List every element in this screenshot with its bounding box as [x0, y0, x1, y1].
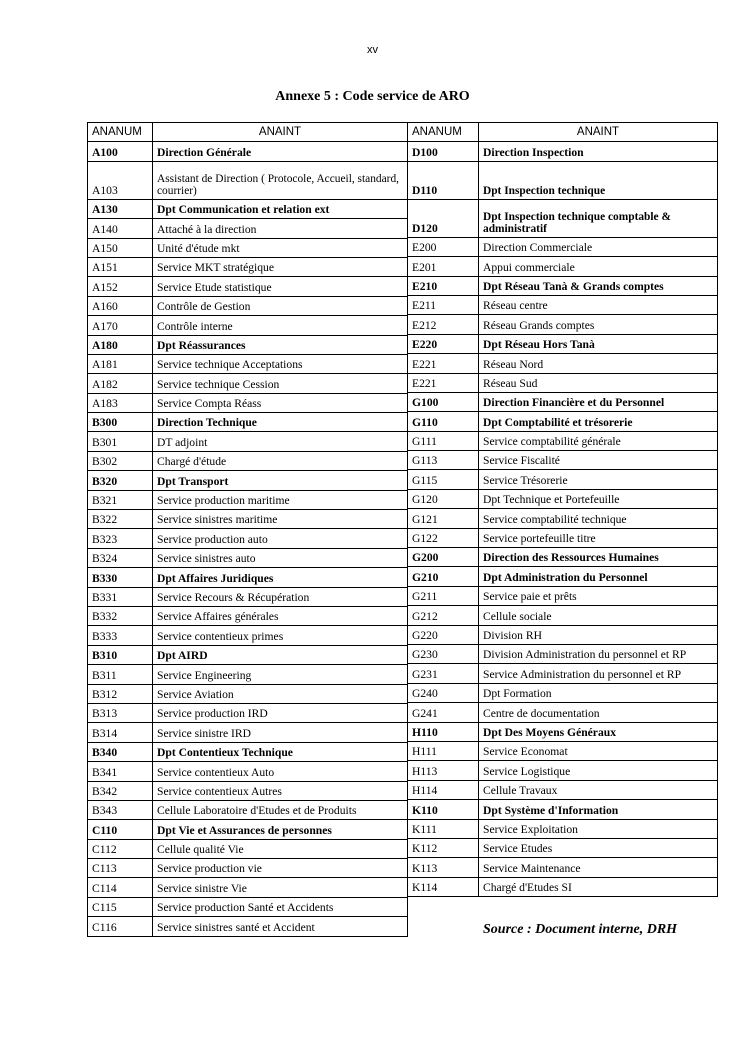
- table-row: [88, 238, 408, 257]
- service-label: Service Engineering: [153, 665, 408, 684]
- service-code: K110: [408, 800, 479, 819]
- service-label: Service contentieux Autres: [153, 781, 408, 800]
- header-label: ANAINT: [479, 123, 718, 142]
- table-row: [408, 761, 718, 780]
- service-label: Cellule qualité Vie: [153, 839, 408, 858]
- service-code: A152: [88, 277, 153, 296]
- service-label: Dpt Contentieux Technique: [153, 742, 408, 761]
- service-code: A150: [88, 238, 153, 257]
- service-label: Service sinistre IRD: [153, 723, 408, 742]
- service-code: B311: [88, 665, 153, 684]
- table-row: [88, 878, 408, 897]
- service-code: C115: [88, 897, 153, 916]
- table-row: [408, 741, 718, 760]
- table-row: [408, 295, 718, 314]
- service-code: A100: [88, 142, 153, 161]
- service-code: G220: [408, 625, 479, 644]
- page-title: Annexe 5 : Code service de ARO: [275, 89, 470, 104]
- service-code: G115: [408, 470, 479, 489]
- service-code: B320: [88, 471, 153, 490]
- table-row: [408, 373, 718, 392]
- service-code: D100: [408, 142, 479, 161]
- service-code: A180: [88, 335, 153, 354]
- service-code: B312: [88, 684, 153, 703]
- service-code: K114: [408, 877, 479, 896]
- table-row: [408, 199, 718, 237]
- service-label: Service Economat: [479, 741, 718, 760]
- service-label: Division RH: [479, 625, 718, 644]
- service-label: Dpt Système d'Information: [479, 800, 718, 819]
- service-label: Service comptabilité technique: [479, 509, 718, 528]
- service-code: A151: [88, 257, 153, 276]
- service-label: Service MKT stratégique: [153, 257, 408, 276]
- table-row: [408, 625, 718, 644]
- table-row: [88, 665, 408, 684]
- table-row: [88, 335, 408, 354]
- table-row: [88, 374, 408, 393]
- table-row: [408, 586, 718, 605]
- table-header-row: [408, 123, 718, 142]
- table-row: [408, 161, 718, 199]
- service-label: Centre de documentation: [479, 703, 718, 722]
- table-row: [408, 606, 718, 625]
- table-row: [88, 451, 408, 470]
- table-row: [408, 644, 718, 663]
- table-row: [88, 219, 408, 238]
- service-label: Dpt Réseau Tanà & Grands comptes: [479, 276, 718, 295]
- service-code: G121: [408, 509, 479, 528]
- service-label: Dpt Formation: [479, 683, 718, 702]
- service-label: Direction Générale: [153, 142, 408, 161]
- service-label: Dpt Réseau Hors Tanà: [479, 334, 718, 353]
- table-row: [88, 568, 408, 587]
- service-label: Service technique Acceptations: [153, 354, 408, 373]
- service-label: Service Trésorerie: [479, 470, 718, 489]
- table-row: [408, 838, 718, 857]
- service-code: A182: [88, 374, 153, 393]
- table-row: [88, 645, 408, 664]
- service-label: Service sinistres santé et Accident: [153, 917, 408, 936]
- service-label: Service Recours & Récupération: [153, 587, 408, 606]
- service-code: H113: [408, 761, 479, 780]
- service-code: K111: [408, 819, 479, 838]
- service-code: B341: [88, 762, 153, 781]
- service-code: B324: [88, 548, 153, 567]
- service-label: Cellule Travaux: [479, 780, 718, 799]
- table-row: [88, 626, 408, 645]
- service-code: D110: [408, 161, 479, 199]
- table-row: [88, 413, 408, 432]
- service-code: B321: [88, 490, 153, 509]
- service-code: B310: [88, 645, 153, 664]
- service-code: G212: [408, 606, 479, 625]
- table-row: [88, 490, 408, 509]
- service-label: Dpt Affaires Juridiques: [153, 568, 408, 587]
- service-code: C113: [88, 859, 153, 878]
- service-code: B331: [88, 587, 153, 606]
- service-code: C112: [88, 839, 153, 858]
- table-row: [408, 392, 718, 411]
- table-row: [408, 819, 718, 838]
- service-code: G210: [408, 567, 479, 586]
- table-row: [88, 510, 408, 529]
- service-label: Service sinistre Vie: [153, 878, 408, 897]
- table-row: [88, 296, 408, 315]
- service-code: E200: [408, 237, 479, 256]
- service-label: Cellule Laboratoire d'Etudes et de Produits: [153, 800, 408, 819]
- table-row: [408, 722, 718, 741]
- service-label: Service contentieux Auto: [153, 762, 408, 781]
- service-label: Chargé d'étude: [153, 451, 408, 470]
- service-label: Direction Commerciale: [479, 237, 718, 256]
- service-label: Réseau Sud: [479, 373, 718, 392]
- service-code: A181: [88, 354, 153, 373]
- service-label: Service production auto: [153, 529, 408, 548]
- table-row: [408, 257, 718, 276]
- service-code: B323: [88, 529, 153, 548]
- service-label: Chargé d'Etudes SI: [479, 877, 718, 896]
- table-row: [88, 781, 408, 800]
- table-row: [408, 451, 718, 470]
- service-label: Service Exploitation: [479, 819, 718, 838]
- service-label: Dpt Transport: [153, 471, 408, 490]
- service-code: G200: [408, 548, 479, 567]
- table-row: [408, 470, 718, 489]
- service-code: B342: [88, 781, 153, 800]
- table-row: [88, 471, 408, 490]
- service-code: A170: [88, 316, 153, 335]
- service-label: Service Compta Réass: [153, 393, 408, 412]
- service-label: Direction Inspection: [479, 142, 718, 161]
- service-label: DT adjoint: [153, 432, 408, 451]
- table-row: [88, 703, 408, 722]
- service-label: Service Etudes: [479, 838, 718, 857]
- table-row: [88, 684, 408, 703]
- table-row: [408, 877, 718, 896]
- service-label: Service production Santé et Accidents: [153, 897, 408, 916]
- table-row: [88, 820, 408, 839]
- service-code: G231: [408, 664, 479, 683]
- header-code: ANANUM: [88, 123, 153, 142]
- left-code-table: [87, 122, 408, 937]
- table-row: [408, 354, 718, 373]
- service-code: H110: [408, 722, 479, 741]
- table-row: [408, 800, 718, 819]
- service-code: E221: [408, 354, 479, 373]
- table-row: [88, 432, 408, 451]
- service-code: G100: [408, 392, 479, 411]
- service-label: Service comptabilité générale: [479, 431, 718, 450]
- service-label: Appui commerciale: [479, 257, 718, 276]
- service-label: Réseau Grands comptes: [479, 315, 718, 334]
- table-row: [88, 354, 408, 373]
- service-code: E211: [408, 295, 479, 314]
- table-header-row: [88, 123, 408, 142]
- service-label: Service Etude statistique: [153, 277, 408, 296]
- service-label: Direction Financière et du Personnel: [479, 392, 718, 411]
- table-row: [88, 257, 408, 276]
- service-label: Dpt AIRD: [153, 645, 408, 664]
- table-row: [88, 529, 408, 548]
- table-row: [408, 780, 718, 799]
- service-label: Dpt Technique et Portefeuille: [479, 489, 718, 508]
- service-label: Assistant de Direction ( Protocole, Accueil, standard, courrier): [153, 161, 408, 199]
- service-code: A183: [88, 393, 153, 412]
- service-code: B301: [88, 432, 153, 451]
- table-row: [408, 276, 718, 295]
- service-label: Service contentieux primes: [153, 626, 408, 645]
- page-number: xv: [367, 44, 378, 56]
- table-row: [408, 664, 718, 683]
- service-code: A140: [88, 219, 153, 238]
- table-row: [88, 742, 408, 761]
- service-code: B343: [88, 800, 153, 819]
- service-code: B333: [88, 626, 153, 645]
- service-label: Unité d'étude mkt: [153, 238, 408, 257]
- service-label: Service production maritime: [153, 490, 408, 509]
- service-code: B302: [88, 451, 153, 470]
- table-row: [88, 316, 408, 335]
- service-code: B322: [88, 510, 153, 529]
- service-code: A160: [88, 296, 153, 315]
- table-row: [88, 277, 408, 296]
- service-code: E221: [408, 373, 479, 392]
- service-label: Service technique Cession: [153, 374, 408, 393]
- service-label: Dpt Vie et Assurances de personnes: [153, 820, 408, 839]
- service-code: C110: [88, 820, 153, 839]
- service-label: Dpt Comptabilité et trésorerie: [479, 412, 718, 431]
- table-row: [408, 509, 718, 528]
- service-label: Service Fiscalité: [479, 451, 718, 470]
- service-label: Dpt Inspection technique comptable & administratif: [479, 199, 718, 237]
- table-row: [88, 393, 408, 412]
- service-code: H114: [408, 780, 479, 799]
- service-code: K113: [408, 858, 479, 877]
- service-label: Réseau centre: [479, 295, 718, 314]
- table-row: [408, 315, 718, 334]
- service-code: A130: [88, 199, 153, 218]
- service-code: K112: [408, 838, 479, 857]
- service-label: Attaché à la direction: [153, 219, 408, 238]
- service-label: Réseau Nord: [479, 354, 718, 373]
- service-label: Contrôle de Gestion: [153, 296, 408, 315]
- header-label: ANAINT: [153, 123, 408, 142]
- service-code: G230: [408, 644, 479, 663]
- service-code: D120: [408, 199, 479, 237]
- service-code: G241: [408, 703, 479, 722]
- service-label: Service Affaires générales: [153, 606, 408, 625]
- service-code: G122: [408, 528, 479, 547]
- service-code: B332: [88, 606, 153, 625]
- service-code: G120: [408, 489, 479, 508]
- service-label: Service Aviation: [153, 684, 408, 703]
- service-code: B330: [88, 568, 153, 587]
- service-label: Service production IRD: [153, 703, 408, 722]
- header-code: ANANUM: [408, 123, 479, 142]
- service-code: G240: [408, 683, 479, 702]
- service-code: G211: [408, 586, 479, 605]
- table-row: [88, 199, 408, 218]
- source-note: Source : Document interne, DRH: [483, 922, 678, 937]
- service-label: Service Logistique: [479, 761, 718, 780]
- table-row: [88, 897, 408, 916]
- service-label: Dpt Des Moyens Généraux: [479, 722, 718, 741]
- service-code: E212: [408, 315, 479, 334]
- table-row: [88, 587, 408, 606]
- service-code: C114: [88, 878, 153, 897]
- service-code: E210: [408, 276, 479, 295]
- table-row: [408, 567, 718, 586]
- table-row: [408, 548, 718, 567]
- service-code: B314: [88, 723, 153, 742]
- table-row: [408, 412, 718, 431]
- right-code-table: [407, 122, 718, 897]
- service-label: Dpt Inspection technique: [479, 161, 718, 199]
- table-row: [408, 703, 718, 722]
- table-row: [88, 161, 408, 199]
- table-row: [408, 237, 718, 256]
- table-row: [88, 142, 408, 161]
- table-row: [88, 723, 408, 742]
- table-row: [88, 762, 408, 781]
- table-row: [408, 334, 718, 353]
- table-row: [88, 606, 408, 625]
- service-label: Service sinistres auto: [153, 548, 408, 567]
- service-label: Dpt Réassurances: [153, 335, 408, 354]
- service-label: Dpt Administration du Personnel: [479, 567, 718, 586]
- table-row: [408, 528, 718, 547]
- table-row: [88, 800, 408, 819]
- service-code: E220: [408, 334, 479, 353]
- service-label: Service sinistres maritime: [153, 510, 408, 529]
- service-label: Service Maintenance: [479, 858, 718, 877]
- service-code: C116: [88, 917, 153, 936]
- service-label: Cellule sociale: [479, 606, 718, 625]
- table-row: [408, 489, 718, 508]
- service-label: Dpt Communication et relation ext: [153, 199, 408, 218]
- service-label: Service Administration du personnel et RP: [479, 664, 718, 683]
- service-code: G111: [408, 431, 479, 450]
- table-row: [408, 431, 718, 450]
- service-code: B313: [88, 703, 153, 722]
- table-row: [88, 839, 408, 858]
- table-row: [88, 859, 408, 878]
- service-code: E201: [408, 257, 479, 276]
- service-label: Service paie et prêts: [479, 586, 718, 605]
- service-code: G113: [408, 451, 479, 470]
- service-label: Service portefeuille titre: [479, 528, 718, 547]
- service-label: Direction Technique: [153, 413, 408, 432]
- table-row: [408, 858, 718, 877]
- table-row: [88, 917, 408, 936]
- service-code: G110: [408, 412, 479, 431]
- service-label: Contrôle interne: [153, 316, 408, 335]
- service-code: B300: [88, 413, 153, 432]
- service-label: Service production vie: [153, 859, 408, 878]
- service-label: Direction des Ressources Humaines: [479, 548, 718, 567]
- table-row: [408, 683, 718, 702]
- table-row: [88, 548, 408, 567]
- service-label: Division Administration du personnel et RP: [479, 644, 718, 663]
- service-code: A103: [88, 161, 153, 199]
- service-code: B340: [88, 742, 153, 761]
- table-row: [408, 142, 718, 161]
- service-code: H111: [408, 741, 479, 760]
